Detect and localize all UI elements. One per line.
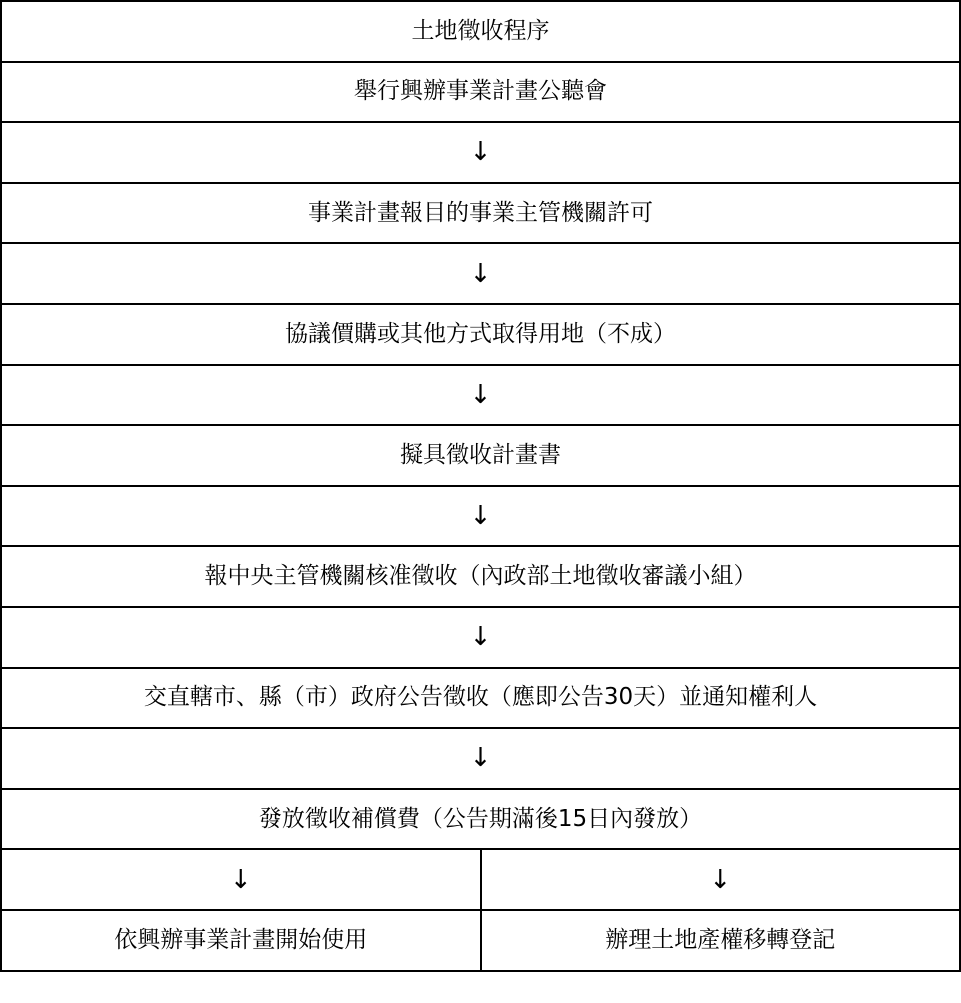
- down-arrow-icon: ↓: [1, 365, 960, 426]
- step-row: [1, 668, 960, 729]
- arrow-row: [1, 122, 960, 183]
- down-arrow-icon: ↓: [1, 849, 481, 910]
- arrow-row: [1, 728, 960, 789]
- down-arrow-icon: ↓: [1, 122, 960, 183]
- step-negotiated-purchase: 協議價購或其他方式取得用地（不成）: [1, 304, 960, 365]
- branch-row: [1, 910, 960, 971]
- step-compensation-payment: 發放徵收補償費（公告期滿後15日內發放）: [1, 789, 960, 850]
- down-arrow-icon: ↓: [1, 728, 960, 789]
- branch-begin-use: 依興辦事業計畫開始使用: [1, 910, 481, 971]
- step-row: [1, 546, 960, 607]
- branch-arrow-row: [1, 849, 960, 910]
- title-row: [1, 1, 960, 62]
- arrow-row: [1, 607, 960, 668]
- step-row: [1, 183, 960, 244]
- step-row: [1, 62, 960, 123]
- arrow-row: [1, 243, 960, 304]
- down-arrow-icon: ↓: [1, 486, 960, 547]
- down-arrow-icon: ↓: [481, 849, 961, 910]
- step-row: [1, 425, 960, 486]
- step-plan-approval: 事業計畫報目的事業主管機關許可: [1, 183, 960, 244]
- branch-title-transfer: 辦理土地產權移轉登記: [481, 910, 961, 971]
- down-arrow-icon: ↓: [1, 607, 960, 668]
- step-central-approval: 報中央主管機關核准徵收（內政部土地徵收審議小組）: [1, 546, 960, 607]
- step-public-hearing: 舉行興辦事業計畫公聽會: [1, 62, 960, 123]
- down-arrow-icon: ↓: [1, 243, 960, 304]
- arrow-row: [1, 365, 960, 426]
- step-draft-expropriation-plan: 擬具徵收計畫書: [1, 425, 960, 486]
- flow-title: 土地徵收程序: [1, 1, 960, 62]
- arrow-row: [1, 486, 960, 547]
- step-row: [1, 304, 960, 365]
- step-public-announcement: 交直轄市、縣（市）政府公告徵收（應即公告30天）並通知權利人: [1, 668, 960, 729]
- step-row: [1, 789, 960, 850]
